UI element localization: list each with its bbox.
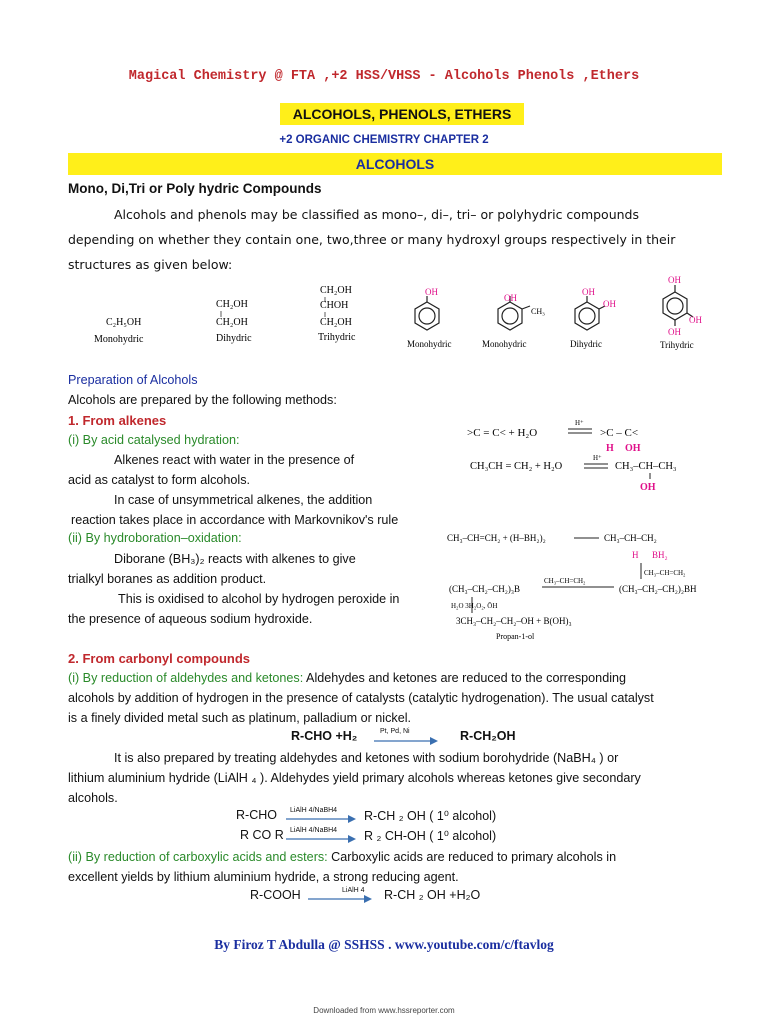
- oh-label: OH: [668, 275, 681, 285]
- para-text: Aldehydes and ketones are reduced to the corresponding: [303, 671, 626, 685]
- method1-sub2: (ii) By hydroboration–oxidation:: [68, 531, 242, 545]
- para-line: [68, 847, 616, 867]
- title-section: ALCOHOLS: [68, 153, 722, 175]
- download-note: Downloaded from www.hssreporter.com: [313, 1006, 455, 1015]
- para-line: Alcohols and phenols may be classified as mono–, di–, tri– or polyhydric compounds: [114, 207, 639, 222]
- oh-label: OH: [689, 315, 702, 325]
- para-line: lithium aluminium hydride (LiAlH ₄ ). Aldehydes yield primary alcohols whereas ketones give secondary: [68, 771, 641, 785]
- page-header: Magical Chemistry @ FTA ,+2 HSS/VHSS - Alcohols Phenols ,Ethers: [128, 69, 640, 84]
- di-top: CH₂OH: [216, 299, 248, 310]
- eq2-right: R-CH ₂ OH ( 1⁰ alcohol): [364, 809, 497, 823]
- para-line: depending on whether they contain one, two,three or many hydroxyl groups respectively in their: [68, 232, 676, 247]
- prep-intro: Alcohols are prepared by the following methods:: [68, 393, 337, 407]
- eq3-left: R CO R: [240, 828, 284, 842]
- para-line: Alkenes react with water in the presence of: [114, 453, 355, 467]
- hb-trialkyl: (CH₃–CH₂–CH₂)₃B: [449, 584, 521, 594]
- oh-label: OH: [425, 287, 438, 297]
- eq3-right: R ₂ CH-OH ( 1⁰ alcohol): [364, 829, 497, 843]
- hb-product: 3CH₃–CH₂–CH₂–OH + B(OH)₃: [456, 616, 572, 626]
- hb-oxidation: H₂O 3H₂O₂, ŌH: [451, 602, 498, 610]
- eq3-catalyst: LiAlH 4/NaBH4: [290, 827, 338, 834]
- reaction-arrow: [372, 735, 442, 747]
- r2-left: CH₃CH = CH₂ + H₂O: [470, 461, 563, 472]
- tri-label: Trihydric: [318, 332, 356, 343]
- hb-product-name: Propan-1-ol: [496, 632, 535, 641]
- eq4-left: R-COOH: [250, 888, 301, 902]
- title-chapter: +2 ORGANIC CHEMISTRY CHAPTER 2: [279, 134, 489, 146]
- cresol-label: Monohydric: [482, 339, 527, 349]
- oh-label: OH: [504, 293, 517, 303]
- eq1-right: R-CH₂OH: [460, 729, 516, 743]
- hb-h: H: [632, 550, 639, 560]
- para-line: reaction takes place in accordance with Markovnikov's rule: [71, 513, 399, 527]
- eq2-left: R-CHO: [236, 808, 277, 822]
- para-line: alcohols by addition of hydrogen in the presence of catalysts (catalytic hydrogenation). The usual catalyst: [68, 691, 654, 705]
- method1-heading: 1. From alkenes: [68, 413, 167, 428]
- prep-heading: Preparation of Alcohols: [68, 373, 198, 387]
- tri-mid: CHOH: [320, 300, 349, 311]
- method2-sub1: (i) By reduction of aldehydes and ketones:: [68, 671, 304, 685]
- phenol-label: Monohydric: [407, 339, 452, 349]
- title-main: ALCOHOLS, PHENOLS, ETHERS: [280, 103, 524, 125]
- catechol-ring: [575, 296, 605, 330]
- para-line: In case of unsymmetrical alkenes, the addition: [114, 493, 373, 507]
- para-line: structures as given below:: [68, 257, 233, 272]
- di-bottom: CH₂OH: [216, 317, 248, 328]
- hydroboration-figure: [444, 525, 724, 645]
- catechol-label: Dihydric: [570, 339, 602, 349]
- para-text: Carboxylic acids are reduced to primary alcohols in: [327, 850, 617, 864]
- trihydric-phenol-label: Trihydric: [660, 340, 694, 350]
- eq2-catalyst: LiAlH 4/NaBH4: [290, 807, 338, 814]
- r1-right: >C – C<: [600, 427, 639, 439]
- reaction-arrow: [306, 893, 376, 905]
- para-line: Diborane (BH₃)₂ reacts with alkenes to give: [114, 552, 356, 566]
- r1-catalyst: H⁺: [575, 419, 584, 427]
- para-line: alcohols.: [68, 791, 118, 805]
- hydric-structures-figure: [80, 270, 720, 355]
- para-line: is a finely divided metal such as platinum, palladium or nickel.: [68, 711, 411, 725]
- para-line: acid as catalyst to form alcohols.: [68, 473, 250, 487]
- para-line: This is oxidised to alcohol by hydrogen peroxide in: [118, 592, 400, 606]
- eq1-left: R-CHO +H₂: [291, 729, 358, 743]
- tri-bottom: CH₂OH: [320, 317, 352, 328]
- r2-oh: OH: [640, 482, 656, 493]
- hb-mid-cond: CH₃–CH=CH₂: [544, 577, 586, 585]
- r1-oh: OH: [625, 443, 641, 454]
- para-line: excellent yields by lithium aluminium hydride, a strong reducing agent.: [68, 870, 459, 884]
- ch3-label: CH₃: [531, 307, 545, 316]
- mono-label: Monohydric: [94, 334, 144, 345]
- hb-right: CH₃–CH–CH₂: [604, 533, 657, 543]
- phenol-ring: [415, 296, 439, 330]
- hb-side: CH₃–CH=CH₂: [644, 569, 686, 577]
- hb-bh2: BH₂: [652, 550, 668, 560]
- method2-heading: 2. From carbonyl compounds: [68, 651, 251, 666]
- method1-sub1: (i) By acid catalysed hydration:: [68, 433, 240, 447]
- di-label: Dihydric: [216, 333, 252, 344]
- hydration-reactions-figure: [462, 415, 722, 495]
- r2-right: CH₃–CH–CH₃: [615, 461, 677, 472]
- r2-catalyst: H⁺: [593, 454, 602, 462]
- r1-h: H: [606, 443, 614, 454]
- oh-label: OH: [668, 327, 681, 337]
- footer-credit: By Firoz T Abdulla @ SSHSS . www.youtube.com/c/ftavlog: [214, 937, 554, 952]
- para-line: the presence of aqueous sodium hydroxide.: [68, 612, 313, 626]
- hb-dialkyl: (CH₃–CH₂–CH₂)₂BH: [619, 584, 697, 594]
- para-line: It is also prepared by treating aldehydes and ketones with sodium borohydride (NaBH₄ ) or: [114, 751, 619, 765]
- section-heading-hydric: Mono, Di,Tri or Poly hydric Compounds: [68, 181, 322, 196]
- r1-left: >C = C< + H₂O: [467, 427, 538, 439]
- reaction-arrow: [284, 813, 360, 825]
- oh-label: OH: [603, 299, 616, 309]
- eq1-catalyst: Pt, Pd, Ni: [380, 728, 410, 735]
- eq4-right: R-CH ₂ OH +H₂O: [384, 888, 481, 902]
- eq4-catalyst: LiAlH 4: [342, 887, 365, 894]
- para-line: [68, 668, 626, 688]
- mono-formula: C₂H₅OH: [106, 317, 142, 328]
- tri-top: CH₂OH: [320, 285, 352, 296]
- reaction-arrow: [284, 833, 360, 845]
- hb-left: CH₃–CH=CH₂ + (H–BH₂)₂: [447, 533, 546, 543]
- para-line: trialkyl boranes as addition product.: [68, 572, 267, 586]
- method2-sub2: (ii) By reduction of carboxylic acids and esters:: [68, 850, 328, 864]
- oh-label: OH: [582, 287, 595, 297]
